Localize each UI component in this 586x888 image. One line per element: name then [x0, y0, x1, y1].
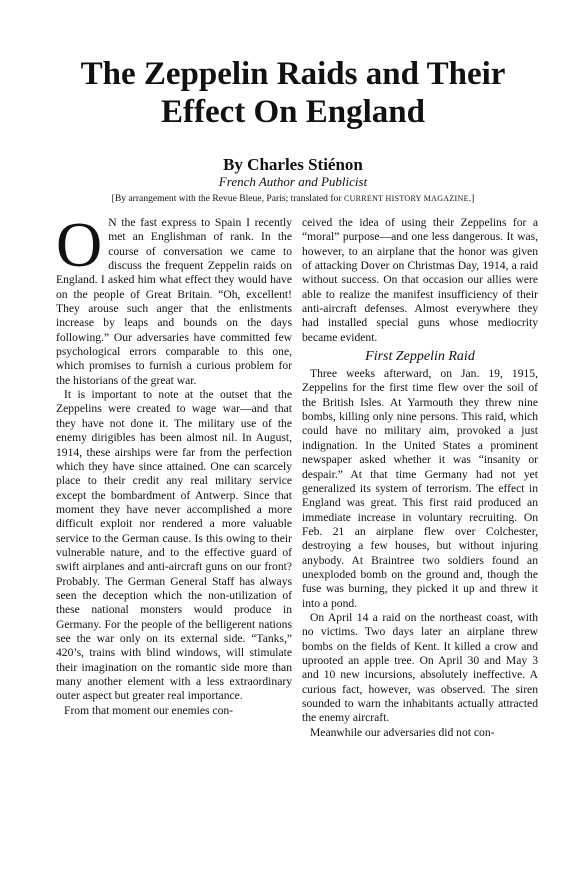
- paragraph: From that moment our enemies con-: [64, 703, 234, 717]
- drop-cap: O: [56, 209, 103, 280]
- credit-source: CURRENT HISTORY MAGAZINE: [343, 194, 469, 203]
- paragraph: [56, 209, 292, 388]
- source-credit: [0, 193, 586, 205]
- paragraph: ceived the idea of using their Zeppelins for a “moral” purpose—and one less dangerous. It was, however, to an airplane that the honor was given of attacking Dover on Christmas Day, 1914, a raid without success. On that occasion our allies were able to realize the manifest insufficiency of their anti-aircraft defenses. Almost everywhere they had installed special guns whose mediocrity became evident.: [302, 216, 538, 344]
- paragraph: On April 14 a raid on the northeast coast, with no victims. Two days later an airplane threw bombs on the fields of Kent. It killed a crow and uprooted an apple tree. On April 30 and May 3 and 10 new incursions, absolutely ineffective. A curious fact, however, was observed. The siren sounded to warn the inhabitants actually attracted the enemy aircraft.: [302, 610, 538, 725]
- author-byline: By Charles Stiénon: [223, 155, 363, 174]
- credit-prefix: [By arrangement with the Revue Bleue, Paris; translated for: [111, 193, 344, 204]
- paragraph-text: N the fast express to Spain I recently met an Englishman of rank. In the course of conversation we came to discuss the frequent Zeppelin raids on England. I asked him what effect they would have on the people of Great Britain. “Oh, excellent! They arouse such anger that the enlistments increase by leaps and bounds on the days following.” Our adversaries have committed few psychological errors comparable to this one, which promises to furnish a curious problem for the historians of the great war.: [56, 216, 292, 387]
- article-title-line-2: Effect On England: [160, 94, 426, 130]
- article-title-line-1: The Zeppelin Raids and Their: [80, 56, 506, 92]
- paragraph: Three weeks afterward, on Jan. 19, 1915, Zeppelins for the first time flew over the soil of the British Isles. At Yarmouth they threw nine bombs, killing only nine persons. This raid, which could have no military aim, provoked a just indignation. In the United States a prominent newspaper asked whether it was “insanity or despair.” At that time Germany had not yet generalized its system of terrorism. The effect in England was great. This first raid produced an immediate increase in voluntary recruiting. On Feb. 21 an airplane flew over Colchester, destroying a few houses, but without injuring anybody. At Braintree two soldiers found an unexploded bomb on the ground and, though the fuse was burning, they picked it up and threw it into a pond.: [302, 367, 538, 610]
- credit-suffix: .]: [468, 193, 475, 204]
- paragraph: Meanwhile our adversaries did not con-: [310, 725, 495, 739]
- section-subheading: First Zeppelin Raid: [365, 349, 475, 365]
- paragraph: It is important to note at the outset that the Zeppelins were created to wage war—and that they have not done it. The military use of the enemy dirigibles has been almost nil. In August, 1914, these airships were far from the perfection which they have since attained. One can scarcely place to their credit any real military service except the bombardment of Antwerp. Since that moment they have never accomplished a more difficult exploit nor rendered a more valuable service to the German cause. Is this owing to their vulnerable nature, and to the effective guard of swift airplanes and anti-aircraft guns on our front? Probably. The German General Staff has always seen the deception which the non-utilization of these national monsters would produce in Germany. For the people of the belligerent nations see the war only on its external side. “Tanks,” 420’s, trains with blind windows, will stimulate their imagination on the romantic side more than many another element with a less extraordinary outer aspect but greater real importance.: [56, 388, 292, 703]
- author-role: French Author and Publicist: [218, 174, 368, 189]
- left-column: [56, 209, 292, 718]
- right-column: [302, 216, 538, 740]
